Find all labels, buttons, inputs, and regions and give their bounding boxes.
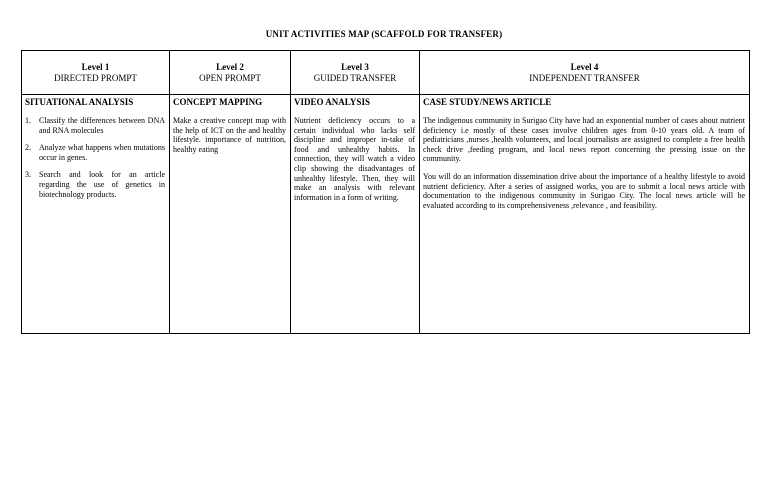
- level-number: Level 1: [81, 61, 110, 72]
- activities-map-table: [21, 50, 750, 334]
- case-study-paragraph: You will do an information dissemination drive about the importance of a healthy lifestyle to avoid nutrient deficiency. After a series of assigned works, you are to submit a local news article with documentation to the indigenous community in Surigao City. The local news article will be evaluated according to its comprehensiveness ,relevance , and feasibility.: [423, 171, 745, 210]
- document-title: UNIT ACTIVITIES MAP (SCAFFOLD FOR TRANSFER): [265, 29, 503, 39]
- level-4-header: [420, 51, 750, 95]
- list-item-text: Analyze what happens when mutations occur in genes.: [39, 143, 165, 162]
- list-item-number: 1.: [25, 116, 31, 125]
- level-number: Level 2: [216, 61, 244, 72]
- list-item: [22, 143, 165, 162]
- levels-header-row: [22, 51, 750, 95]
- concept-mapping-text: Make a creative concept map with the help of ICT on the and healthy lifestyle. importance of nutrition, healthy eating: [173, 116, 286, 154]
- list-item-number: 2.: [25, 143, 31, 153]
- list-item-text: Search and look for an article regarding the use of genetics in biotechnology products.: [39, 170, 165, 199]
- level-name: OPEN PROMPT: [199, 72, 261, 83]
- video-analysis-heading: VIDEO ANALYSIS: [294, 97, 370, 107]
- situational-analysis-cell: [22, 95, 170, 334]
- case-study-heading: CASE STUDY/NEWS ARTICLE: [423, 97, 552, 107]
- situational-analysis-list: [22, 116, 169, 199]
- level-name: INDEPENDENT TRANSFER: [529, 72, 640, 83]
- list-item: [22, 170, 165, 199]
- concept-mapping-heading: CONCEPT MAPPING: [173, 97, 263, 107]
- level-name: GUIDED TRANSFER: [313, 72, 397, 83]
- level-number: Level 4: [570, 61, 599, 72]
- concept-mapping-cell: [170, 95, 291, 334]
- list-item-text: Classify the differences between DNA and RNA molecules: [39, 116, 165, 135]
- case-study-cell: [420, 95, 750, 334]
- level-number: Level 3: [341, 61, 369, 72]
- level-2-header: [170, 51, 291, 95]
- list-item: [22, 116, 165, 135]
- situational-analysis-heading: SITUATIONAL ANALYSIS: [25, 97, 134, 107]
- case-study-body: [420, 108, 749, 210]
- activities-row: [22, 95, 750, 334]
- list-item-number: 3.: [25, 170, 31, 180]
- level-name: DIRECTED PROMPT: [54, 72, 137, 83]
- video-analysis-text: Nutrient deficiency occurs to a certain individual who lacks self discipline and improper in-take of food and unhealthy habits. In connection, they will watch a video clip showing the disadvantages of unhealthy lifestyle. Then, they will make an analysis with relevant information in a form of writing.: [294, 116, 415, 202]
- video-analysis-cell: [291, 95, 420, 334]
- case-study-paragraph: The indigenous community in Surigao City have had an exponential number of cases about nutrient deficiency i.e mostly of these cases involve children ages from 0-10 years old. A team of pediatricians ,nurses ,health volunteers, and local journalists are assigned to complete a free health check drive ,feeding program, and local news report concerning the pressing issue on the community.: [423, 116, 745, 164]
- level-3-header: [291, 51, 420, 95]
- level-1-header: [22, 51, 170, 95]
